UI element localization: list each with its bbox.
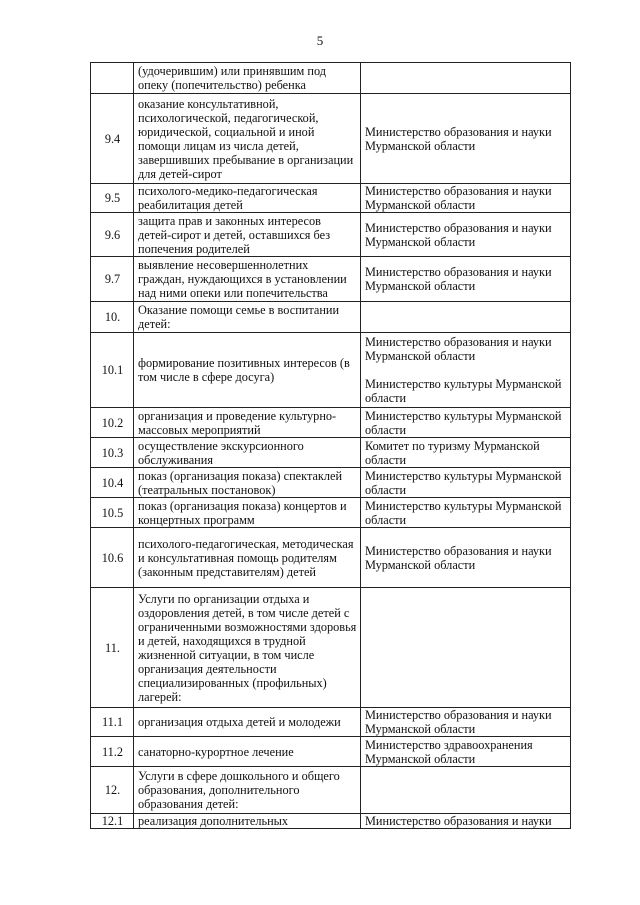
responsible-organization — [361, 498, 571, 528]
item-number: 9.5 — [91, 184, 134, 213]
item-number: 11.1 — [91, 708, 134, 737]
service-description: Услуги в сфере дошкольного и общего образования, дополнительного образования детей: — [134, 767, 361, 814]
responsible-organization — [361, 184, 571, 213]
responsible-organization — [361, 302, 571, 333]
table-row — [91, 528, 571, 588]
service-description: оказание консультативной, психологической, педагогической, юридической, социальной и иной помощи лицам из числа детей, завершивших пребывание в организации для детей-сирот — [134, 94, 361, 184]
table-row — [91, 184, 571, 213]
service-description: санаторно-курортное лечение — [134, 737, 361, 767]
table-row — [91, 498, 571, 528]
item-number: 10.1 — [91, 333, 134, 408]
responsible-organization — [361, 708, 571, 737]
table-row — [91, 333, 571, 408]
organization-name: Министерство культуры Мурманской области — [365, 377, 562, 405]
table-row — [91, 257, 571, 302]
responsible-organization — [361, 737, 571, 767]
item-number: 11. — [91, 588, 134, 708]
responsible-organization — [361, 94, 571, 184]
service-description: реализация дополнительных — [134, 814, 361, 829]
organization-name: Министерство образования и науки Мурманской области — [365, 335, 552, 363]
responsible-organization — [361, 468, 571, 498]
service-description: защита прав и законных интересов детей-сирот и детей, оставшихся без попечения родителей — [134, 213, 361, 257]
responsible-organization — [361, 333, 571, 408]
table-row — [91, 767, 571, 814]
item-number: 9.7 — [91, 257, 134, 302]
table-row — [91, 408, 571, 438]
organization-name: Министерство культуры Мурманской области — [365, 498, 562, 527]
responsible-organization — [361, 767, 571, 814]
responsible-organization — [361, 528, 571, 588]
service-description: показ (организация показа) концертов и концертных программ — [134, 498, 361, 528]
responsible-organization — [361, 814, 571, 829]
organization-name: Министерство культуры Мурманской области — [365, 468, 562, 497]
organization-name: Министерство культуры Мурманской области — [365, 408, 562, 437]
service-description: психолого-медико-педагогическая реабилитация детей — [134, 184, 361, 213]
organization-name: Министерство образования и науки Мурманской области — [365, 543, 552, 572]
table-row — [91, 94, 571, 184]
organization-name: Министерство образования и науки Мурманской области — [365, 184, 552, 212]
service-description: Услуги по организации отдыха и оздоровления детей, в том числе детей с ограниченными возможностями здоровья и детей, находящихся в трудной жизненной ситуации, в том числе организация деятельности специализированных (профильных) лагерей: — [134, 588, 361, 708]
item-number: 9.4 — [91, 94, 134, 184]
org-spacer — [365, 363, 567, 377]
item-number: 10.5 — [91, 498, 134, 528]
table-row — [91, 213, 571, 257]
organization-name: Министерство образования и науки Мурманской области — [365, 124, 552, 153]
services-table — [90, 62, 571, 829]
responsible-organization — [361, 588, 571, 708]
responsible-organization — [361, 63, 571, 94]
organization-name: Министерство образования и науки Мурманской области — [365, 708, 552, 736]
item-number: 10.2 — [91, 408, 134, 438]
item-number — [91, 63, 134, 94]
service-description: (удочерившим) или принявшим под опеку (попечительство) ребенка — [134, 63, 361, 94]
responsible-organization — [361, 408, 571, 438]
table-row — [91, 468, 571, 498]
organization-name: Министерство здравоохранения Мурманской области — [365, 737, 533, 766]
organization-name: Министерство образования и науки Мурманской области — [365, 265, 552, 293]
table-row — [91, 737, 571, 767]
item-number: 9.6 — [91, 213, 134, 257]
service-description: организация отдыха детей и молодежи — [134, 708, 361, 737]
item-number: 11.2 — [91, 737, 134, 767]
service-description: формирование позитивных интересов (в том числе в сфере досуга) — [134, 333, 361, 408]
table-row — [91, 588, 571, 708]
item-number: 12. — [91, 767, 134, 814]
table-row — [91, 708, 571, 737]
service-description: показ (организация показа) спектаклей (театральных постановок) — [134, 468, 361, 498]
table-row — [91, 438, 571, 468]
table-row — [91, 63, 571, 94]
item-number: 10.6 — [91, 528, 134, 588]
responsible-organization — [361, 257, 571, 302]
item-number: 10.4 — [91, 468, 134, 498]
item-number: 12.1 — [91, 814, 134, 829]
services-table-body — [91, 63, 571, 829]
table-row — [91, 302, 571, 333]
service-description: психолого-педагогическая, методическая и консультативная помощь родителям (законным представителям) детей — [134, 528, 361, 588]
table-row — [91, 814, 571, 829]
service-description: выявление несовершеннолетних граждан, нуждающихся в установлении над ними опеки или попечительства — [134, 257, 361, 302]
service-description: организация и проведение культурно-массовых мероприятий — [134, 408, 361, 438]
organization-name: Министерство образования и науки Мурманской области — [365, 220, 552, 249]
page-number: 5 — [316, 33, 324, 48]
responsible-organization — [361, 438, 571, 468]
organization-name: Министерство образования и науки — [365, 814, 552, 828]
service-description: осуществление экскурсионного обслуживания — [134, 438, 361, 468]
responsible-organization — [361, 213, 571, 257]
item-number: 10.3 — [91, 438, 134, 468]
service-description: Оказание помощи семье в воспитании детей: — [134, 302, 361, 333]
item-number: 10. — [91, 302, 134, 333]
organization-name: Комитет по туризму Мурманской области — [365, 438, 540, 467]
